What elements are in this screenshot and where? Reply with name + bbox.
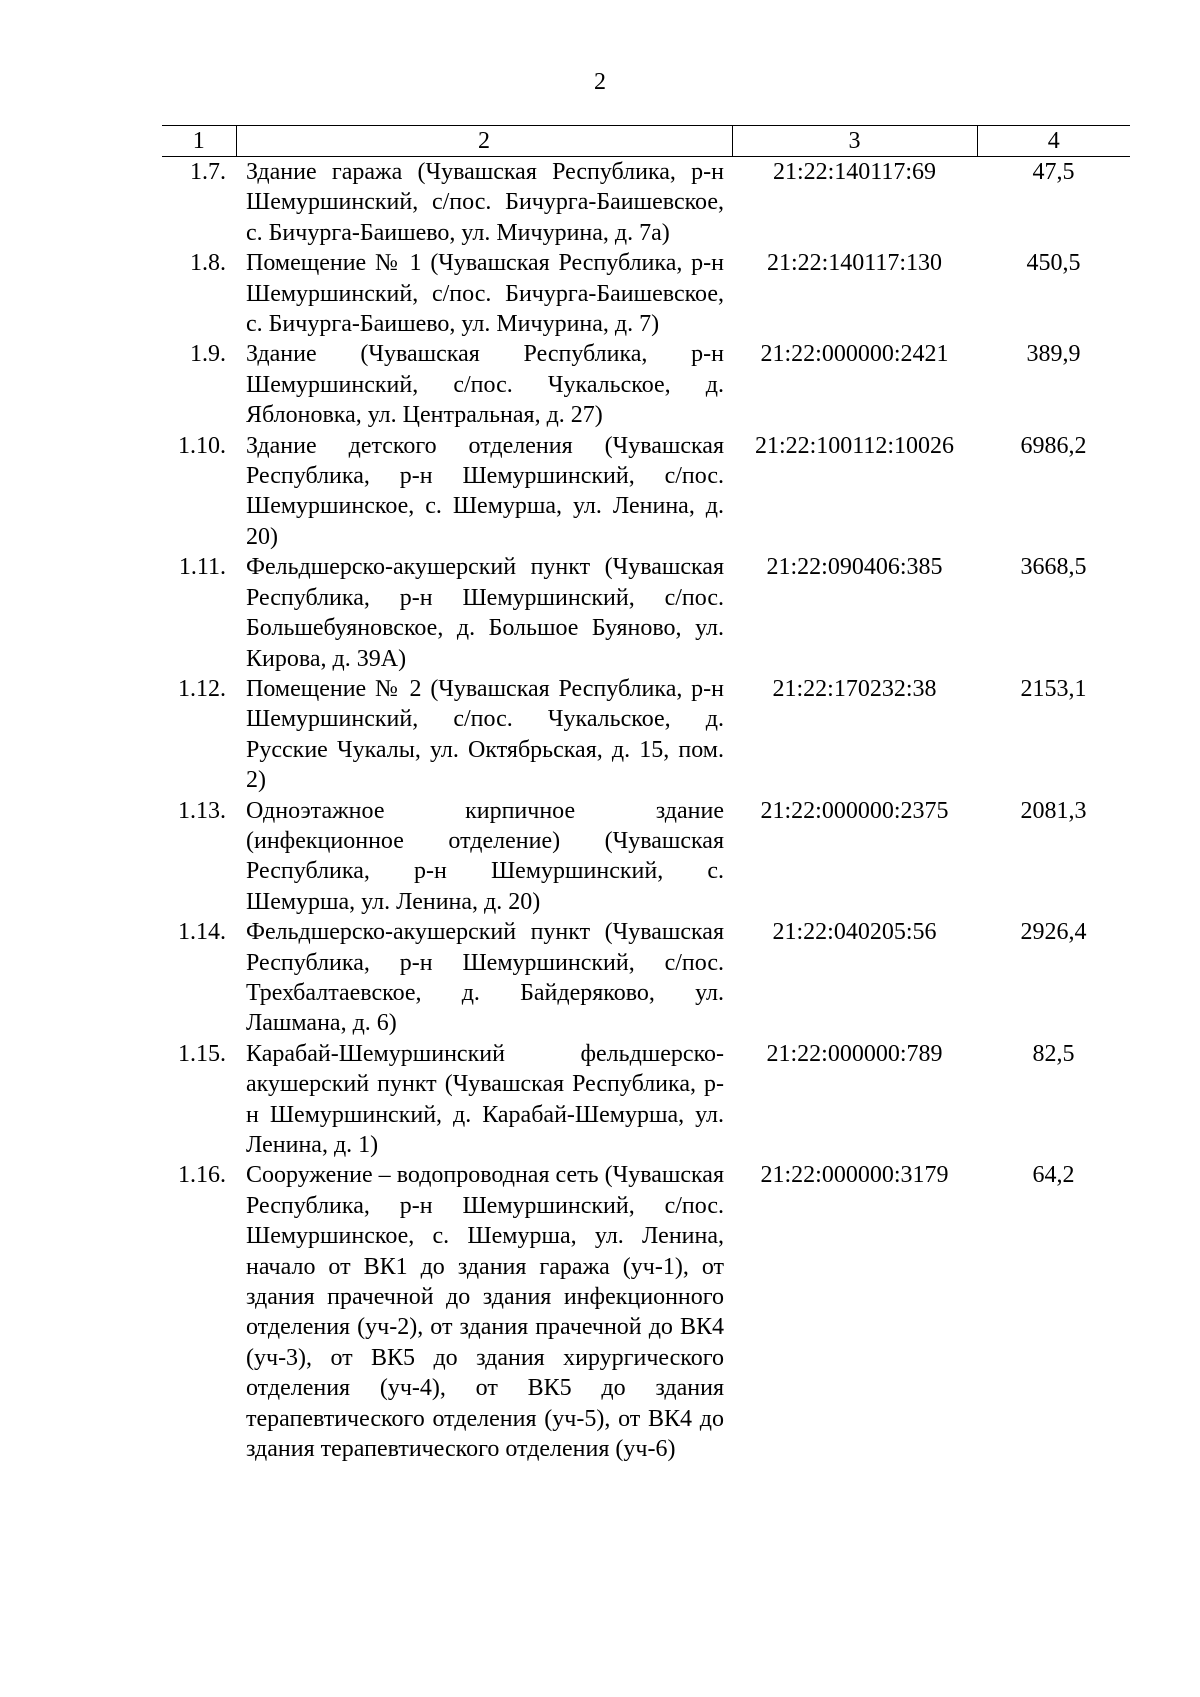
row-number: 1.11. — [178, 554, 226, 581]
area-value: 2153,1 — [1020, 675, 1087, 702]
cadastral-number: 21:22:000000:2421 — [760, 341, 949, 368]
cadastral-number: 21:22:000000:789 — [766, 1040, 943, 1067]
column-header-2: 2 — [236, 126, 732, 157]
row-number: 1.8. — [190, 250, 226, 277]
page-number: 2 — [594, 69, 606, 95]
table-row — [162, 796, 1130, 918]
row-number: 1.12. — [178, 675, 226, 702]
object-description: Одноэтажное кирпичное здание (инфекционное отделение) (Чувашская Республика, р-н Шемуршинский, с. Шемурша, ул. Ленина, д. 20) — [246, 797, 724, 915]
row-number: 1.14. — [178, 919, 226, 946]
cadastral-number: 21:22:140117:130 — [766, 250, 943, 277]
table-row — [162, 339, 1130, 430]
area-value: 82,5 — [1032, 1040, 1075, 1067]
object-description: Здание гаража (Чувашская Республика, р-н Шемуршинский, с/пос. Бичурга-Баишевское, с. Бичурга-Баишево, ул. Мичурина, д. 7а) — [246, 159, 724, 246]
cadastral-number: 21:22:000000:3179 — [760, 1162, 949, 1189]
object-description: Сооружение – водопроводная сеть (Чувашская Республика, р-н Шемуршинский, с/пос. Шемуршинское, с. Шемурша, ул. Ленина, начало от ВК1 до здания гаража (уч-1), от здания прачечной до здания инфекционного отделения (уч-2), от здания прачечной до ВК4 (уч-3), от ВК5 до здания хирургического отделения (уч-4), от ВК5 до здания терапевтического отделения (уч-5), от ВК4 до здания терапевтического отделения (уч-6) — [246, 1162, 724, 1463]
row-number: 1.10. — [178, 432, 226, 459]
object-description: Фельдшерско-акушерский пункт (Чувашская Республика, р-н Шемуршинский, с/пос. Большебуяновское, д. Большое Буяново, ул. Кирова, д. 39А) — [246, 554, 724, 672]
table-row — [162, 674, 1130, 796]
object-description: Карабай-Шемуршинский фельдшерско-акушерский пункт (Чувашская Республика, р-н Шемуршинский, д. Карабай-Шемурша, ул. Ленина, д. 1) — [246, 1040, 724, 1158]
area-value: 6986,2 — [1020, 432, 1087, 459]
cadastral-number: 21:22:040205:56 — [772, 919, 937, 946]
row-number: 1.15. — [178, 1040, 226, 1067]
row-number: 1.7. — [190, 159, 226, 185]
area-value: 2081,3 — [1020, 797, 1087, 824]
object-description: Здание детского отделения (Чувашская Республика, р-н Шемуршинский, с/пос. Шемуршинское, с. Шемурша, ул. Ленина, д. 20) — [246, 432, 724, 550]
column-header-3: 3 — [732, 126, 977, 157]
cadastral-number: 21:22:140117:69 — [772, 159, 937, 185]
table-row — [162, 917, 1130, 1039]
row-number: 1.13. — [178, 797, 226, 824]
area-value: 64,2 — [1032, 1162, 1075, 1189]
cadastral-number: 21:22:170232:38 — [772, 675, 937, 702]
cadastral-number: 21:22:100112:10026 — [754, 432, 955, 459]
table-row — [162, 157, 1130, 249]
object-description: Помещение № 2 (Чувашская Республика, р-н Шемуршинский, с/пос. Чукальское, д. Русские Чукалы, ул. Октябрьская, д. 15, пом. 2) — [246, 675, 724, 794]
area-value: 2926,4 — [1020, 919, 1087, 946]
area-value: 389,9 — [1026, 341, 1081, 368]
table-header — [162, 126, 1130, 157]
row-number: 1.16. — [178, 1162, 226, 1189]
column-header-4: 4 — [977, 126, 1130, 157]
table-row — [162, 1160, 1130, 1464]
cadastral-number: 21:22:090406:385 — [766, 554, 943, 581]
area-value: 450,5 — [1026, 250, 1081, 277]
object-description: Помещение № 1 (Чувашская Республика, р-н Шемуршинский, с/пос. Бичурга-Баишевское, с. Бичурга-Баишево, ул. Мичурина, д. 7) — [246, 250, 724, 338]
area-value: 47,5 — [1032, 159, 1075, 185]
table-body — [162, 157, 1130, 1465]
table-row — [162, 248, 1130, 339]
area-value: 3668,5 — [1020, 554, 1087, 581]
object-description: Фельдшерско-акушерский пункт (Чувашская Республика, р-н Шемуршинский, с/пос. Трехбалтаевское, д. Байдеряково, ул. Лашмана, д. 6) — [246, 919, 724, 1037]
column-header-1: 1 — [162, 126, 236, 157]
table-row — [162, 552, 1130, 674]
object-description: Здание (Чувашская Республика, р-н Шемуршинский, с/пос. Чукальское, д. Яблоновка, ул. Центральная, д. 27) — [246, 341, 724, 429]
table-row — [162, 431, 1130, 553]
row-number: 1.9. — [190, 341, 226, 368]
property-table — [162, 125, 1130, 1464]
cadastral-number: 21:22:000000:2375 — [760, 797, 949, 824]
table-row — [162, 1039, 1130, 1161]
